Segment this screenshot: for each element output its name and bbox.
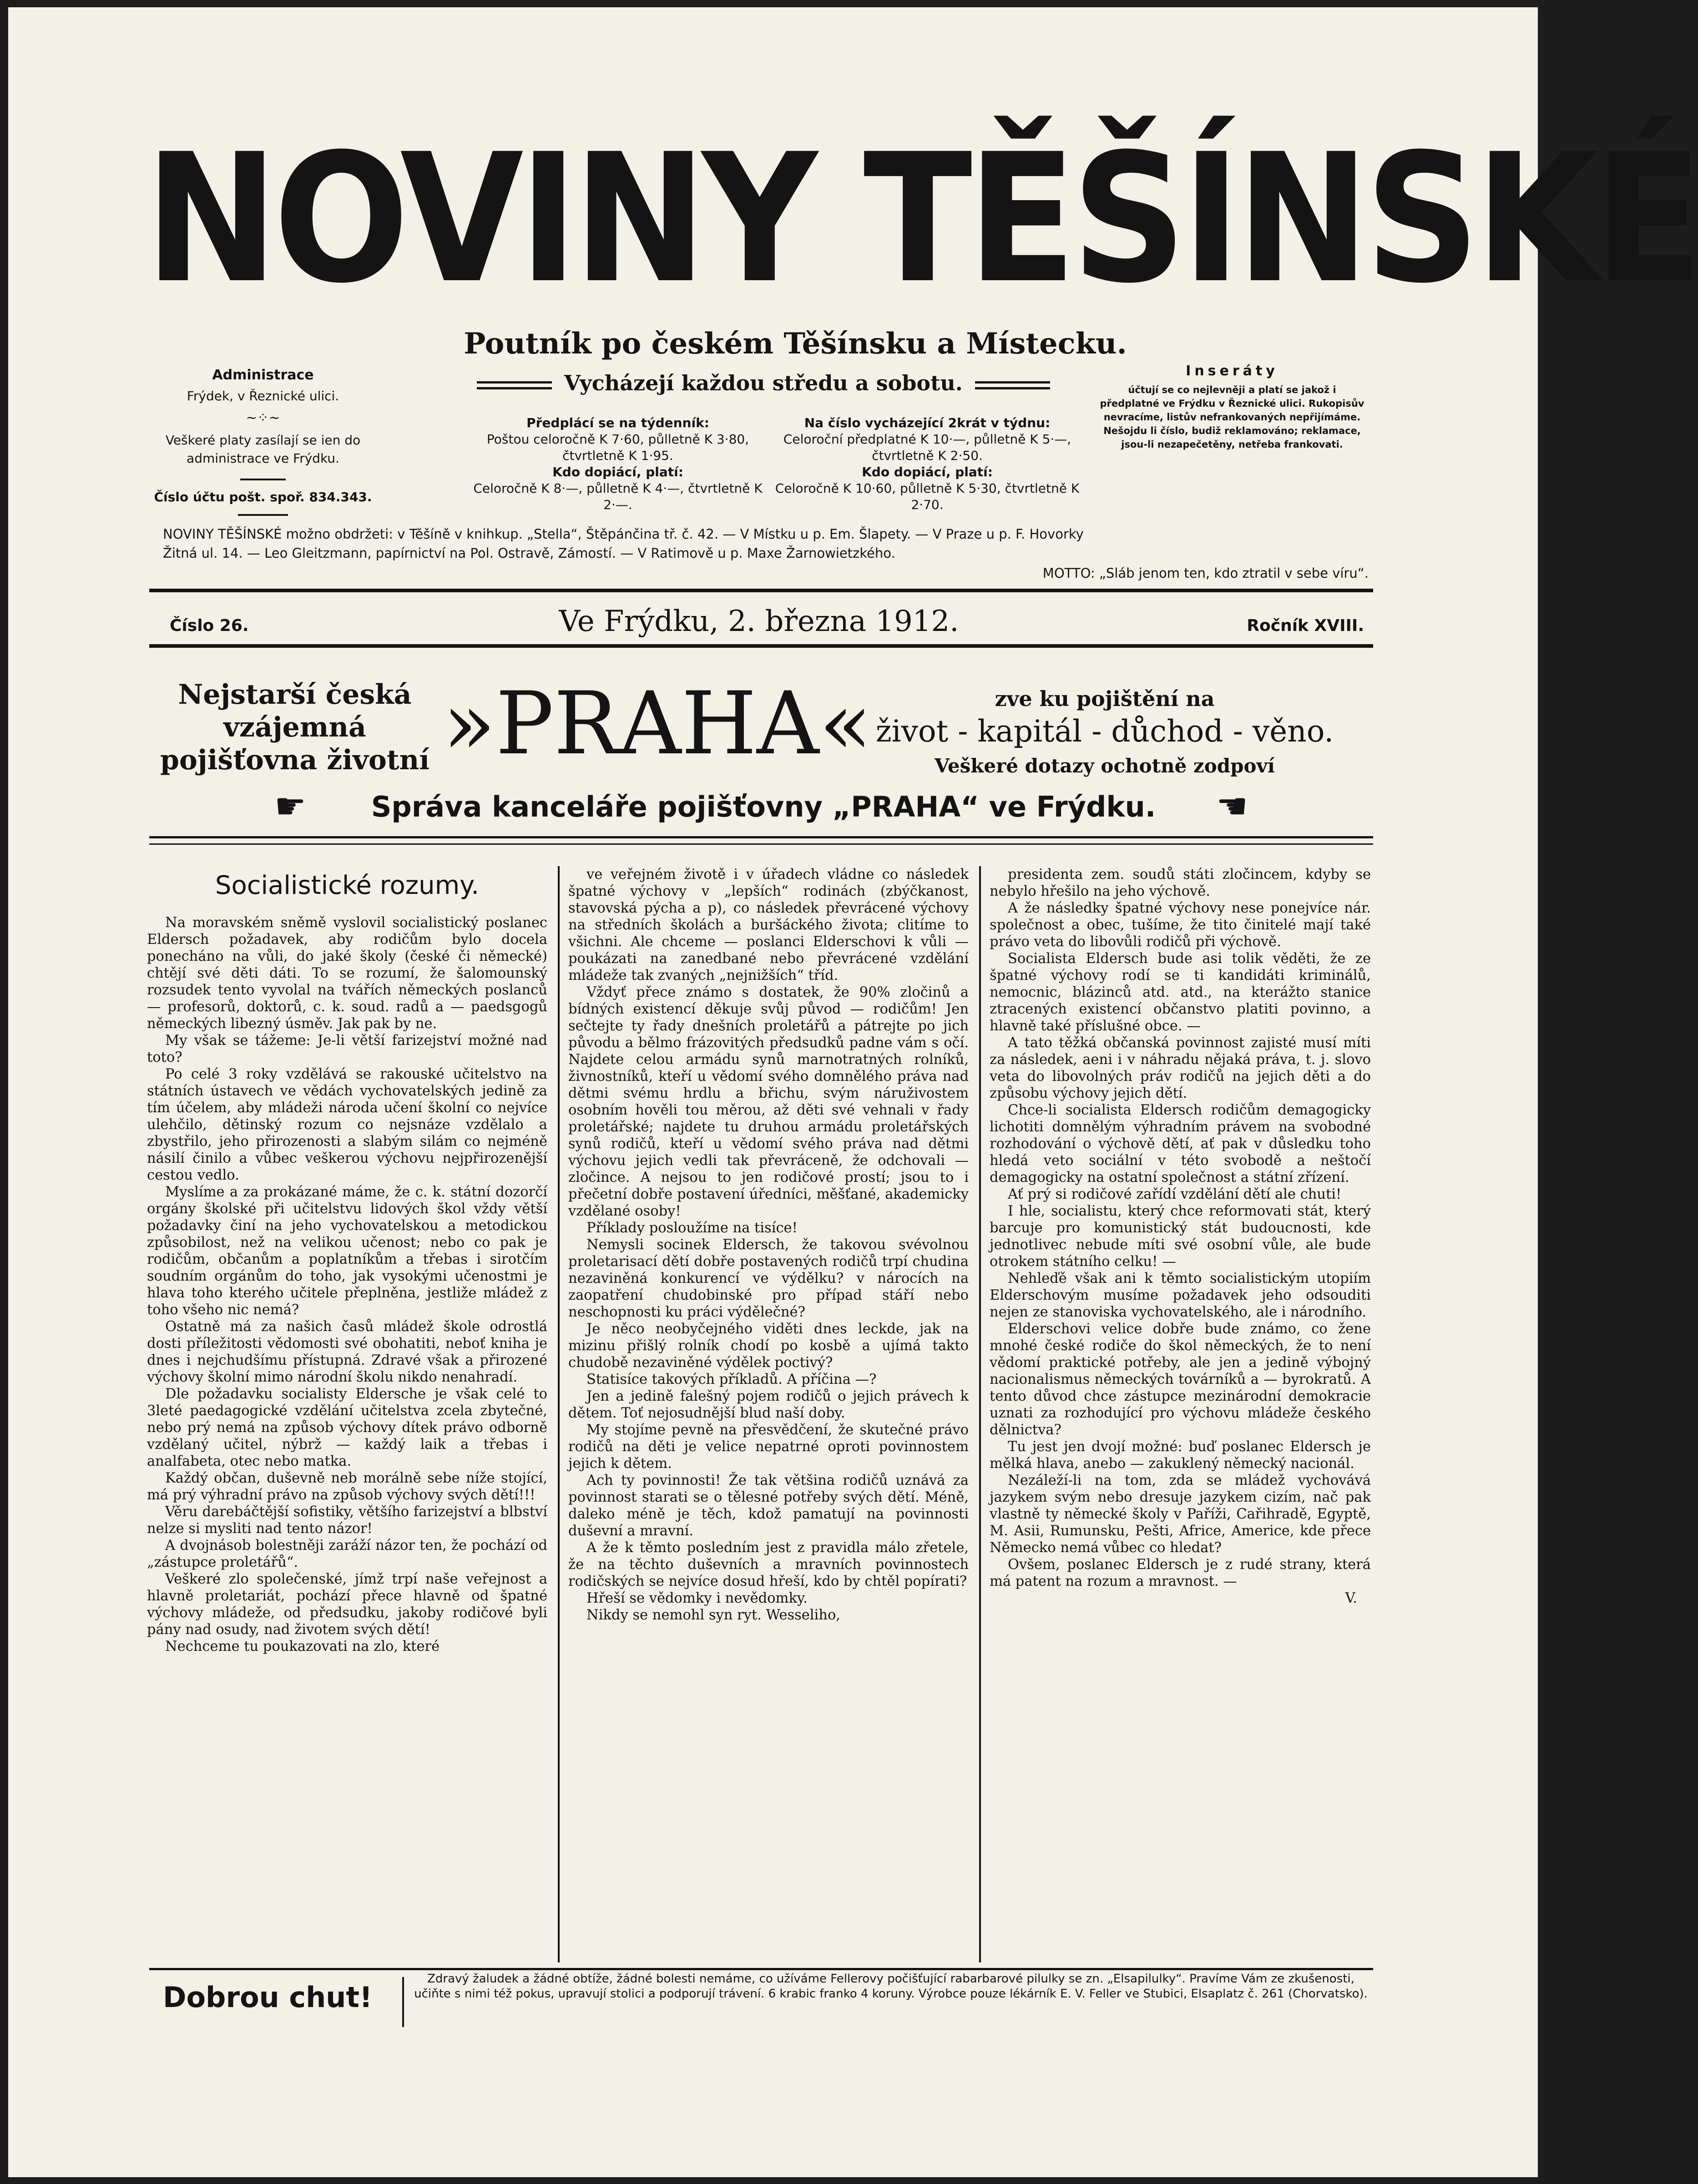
weekly-collect-prices: Celoročně K 8·—, půlletně K 4·—, čtvrtletně K 2·—. (473, 481, 763, 512)
article-paragraph: Ovšem, poslanec Eldersch je z rudé strany, která má patent na rozum a mravnost. — (990, 1557, 1371, 1589)
masthead-subtitle: Poutník po českém Těšínsku a Místecku. (464, 327, 1127, 361)
weekly-post-prices: Poštou celoročně K 7·60, půlletně K 3·80, čtvrtletně K 1·95. (486, 432, 749, 463)
article-paragraph: presidenta zem. soudů státi zločincem, kdyby se nebylo hřešilo na jeho výchově. (990, 867, 1371, 899)
frequency-line: Vycházejí každou středu a sobotu. (564, 371, 963, 395)
advert-rule (149, 836, 1373, 838)
postal-account: Číslo účtu pošt. spoř. 834.343. (154, 489, 372, 504)
article-paragraph: Socialista Eldersch bude asi tolik věděti, že ze špatné výchovy rodí se ti kandidáti kriminálů, nemocnic, blázinců atd. atd., na kterážto stanice ztracených existencí občanstvo platiti povinno, a hlavně také příslušné obce. — (990, 951, 1371, 1034)
article-paragraph: Věru darebáčtější sofistiky, většího farizejství a blbství nelze si mysliti nad tento názor! (147, 1504, 547, 1537)
article-paragraph: Vždyť přece známo s dostatek, že 90% zločinů a bídných existencí děkuje svůj původ — rodičům! Jen sečtejte ty řady dnešních proletářů a pátrejte po jich původu a bělmo frázovitých předsudků padne vám s očí. Najdete celou armádu synů marnotratných rolníků, živnostníků, kteří u vědomí svého domnělého práva nad dětmi svému hrdlu a břichu, svým náruživostem osobním hověli tou měrou, až děti své vehnali v řady proletářské; najdete tu druhou armádu proletářských synů rodičů, kteří u vědomí svého práva nad dětmi výchovu jejich vedli tak převráceně, že odchovali — zločince. A nejsou to jen rodičové prostí; jsou to i přečetní dobře postavení úředníci, měšťané, akademicky vzdělané osoby! (568, 984, 969, 1219)
article-title: Socialistické rozumy. (215, 871, 480, 900)
article-paragraph: Ostatně má za našich časů mládež škole odrostlá dosti příležitosti vědomosti své obohatiti, neboť kniha je dnes i nejchudšímu přístupná. Zdravé však a přirozené výchovy školní mimo národní školu nikdo nenahradí. (147, 1319, 547, 1385)
article-column-1-body (147, 914, 547, 1655)
weekly-collect-heading: Kdo dopiácí, platí: (552, 464, 683, 479)
article-paragraph: Jen a jedině falešný pojem rodičů o jejich právech k dětem. Toť nejosudnější blud naší doby. (568, 1388, 969, 1421)
praha-footer: Správa kanceláře pojišťovny „PRAHA“ ve Frýdku. (371, 790, 1156, 823)
feller-headline: Dobrou chut! (163, 1981, 373, 2014)
subscription-weekly (468, 415, 768, 513)
article-paragraph: Statisíce takových příkladů. A příčina —? (586, 1372, 877, 1387)
issue-volume: Ročník XVIII. (1247, 616, 1364, 635)
article-column-1 (147, 866, 547, 1962)
article-column-3 (990, 866, 1371, 1962)
pointing-hand-icon: ☛ (274, 786, 306, 827)
article-paragraph: A tato těžká občanská povinnost zajisté musí míti za následek, aeni i v náhradu nějaká práva, t. j. slovo veta do libovolných práv rodičů na jejich děti a do způsobu výchovy jejich dětí. (990, 1035, 1371, 1101)
masthead-title: NOVINY TĚŠÍNSKÉ (145, 116, 1698, 322)
article-paragraph: Na moravském sněmě vyslovil socialistický poslanec Eldersch požadavek, aby rodičům bylo docela ponecháno na vůli, do jaké školy (české či německé) chtějí své děti dáti. To se rozumí, že šalomounský rozsudek tento vyvolal na tvářích německých poslanců — profesorů, doktorů, c. k. soud. radů a — paedsgogů německých libezný úsměv. Jak pak by ne. (147, 915, 547, 1032)
article-paragraph: ve veřejném životě i v úřadech vládne co následek špatné výchovy v „lepších“ rodinách (zbýčkanost, stavovská pýcha a p), co následek převrácené výchovy na středních školách a buršáckého života; clitíme to všichni. Ale chceme — poslanci Elderschovi k vůli — poukázati na zanedbané nebo převrácené vzdělání mládeže tak zvaných „nejnižších“ tříd. (568, 867, 969, 984)
article-paragraph: Nechceme tu poukazovati na zlo, které (165, 1639, 440, 1654)
pointing-hand-icon: ☚ (1216, 786, 1248, 827)
twice-post-prices: Celoroční předplatné K 10·—, půlletně K 5·—, čtvrtletně K 2·50. (783, 432, 1071, 463)
divider-line (238, 514, 288, 516)
praha-left-text: Nejstarší česká vzájemná pojišťovna životní (160, 679, 430, 776)
article-paragraph: Každý občan, duševně neb morálně sebe níže stojící, má prý výhradní právo na způsob výchovy svých dětí!!! (147, 1470, 547, 1503)
issue-rule-top (149, 589, 1373, 592)
divider-line (240, 479, 286, 480)
inserts-text: účtují se co nejlevněji a platí se jakož i předplatné ve Frýdku v Řeznické ulici. Rukopisův nevracíme, listův nefrankovaných nepřijímáme. Nešojdu li číslo, budiž reklamováno; reklamace, jsou-li nezapečetěny, netřeba frankovati. (1100, 384, 1364, 450)
article-paragraph: A že k těmto posledním jest z pravidla málo zřetele, že na těchto duševních a mravních povinnostech rodičských se nejvíce dosud hřeší, kdo by chtěl popírati? (568, 1540, 969, 1589)
issue-rule-bottom (149, 644, 1373, 648)
article-paragraph: Ať prý si rodičové zařídí vzdělání dětí ale chuti! (1008, 1186, 1342, 1202)
article-paragraph: My stojíme pevně na přesvědčení, že skutečné právo rodičů na děti je velice nepatrné oproti povinnostem jejich k dětem. (568, 1422, 969, 1472)
motto: MOTTO: „Sláb jenom ten, kdo ztratil v sebe víru“. (1042, 565, 1369, 581)
frequency-rule-right (975, 381, 1050, 389)
subscription-twice (773, 415, 1082, 513)
column-rule (558, 866, 560, 1962)
article-column-2 (568, 866, 969, 1962)
advert-rule (149, 1968, 1373, 1970)
column-rule (979, 866, 981, 1962)
newspaper-page (8, 7, 1698, 2177)
article-paragraph: Tu jest jen dvojí možné: buď poslanec Eldersch je mělká hlava, anebo — zakuklený německý nacionál. (990, 1439, 1371, 1472)
article-column-3-body (990, 866, 1371, 1590)
availability-line-2: Žitná ul. 14. — Leo Gleitzmann, papírnictví na Pol. Ostravě, Zámostí. — V Ratimově u p. Maxe Žarnowietzkého. (163, 545, 895, 561)
article-paragraph: Dle požadavku socialisty Eldersche je však celé to 3leté paedagogické vzdělání učitelstva zcela zbytečné, nebo prý nemá na způsob výchovy dítek právo odborně vzdělaný učitel, nýbrž — každý laik a třebas i analfabeta, otec nebo matka. (147, 1386, 547, 1469)
article-signature: V. (1345, 1590, 1357, 1606)
twice-collect-prices: Celoročně K 10·60, půlletně K 5·30, čtvrtletně K 2·70. (775, 481, 1080, 512)
article-paragraph: Nehleďě však ani k těmto socialistickým utopiím Elderschovým musíme požadavek jeho odsouditi nejen ze stanoviska vychovatelského, ale i národního. (990, 1271, 1371, 1320)
article-columns (147, 866, 1371, 1962)
weekly-heading: Předplácí se na týdenník: (526, 415, 709, 430)
twice-collect-heading: Kdo dopiácí, platí: (862, 464, 993, 479)
issue-number: Číslo 26. (170, 616, 249, 635)
article-paragraph: Nikdy se nemohl syn ryt. Wesseliho, (586, 1607, 840, 1623)
article-paragraph: A že následky špatné výchovy nese ponejvíce nár. společnost a obec, tušíme, že tito činitelé mají také právo veta do libovůli rodičů při výchově. (990, 900, 1371, 950)
advert-rule-thin (149, 843, 1373, 845)
advert-divider (402, 1977, 404, 2027)
praha-right-bottom: Veškeré dotazy ochotně zodpoví (935, 755, 1275, 777)
article-paragraph: A dvojnásob bolestněji zaráží názor ten, že pochází od „zástupce proletářů“. (147, 1538, 547, 1570)
article-paragraph: Chce-li socialista Eldersch rodičům demagogicky lichotiti domnělým výhradním právem na svobodné rozhodování o výchově dětí, ať pak v důsledku toho hledá veto sociální v této svobodě a neštočí demagogicky na ostatní společnost a státní zřízení. (990, 1102, 1371, 1185)
article-paragraph: Příklady posloužíme na tisíce! (586, 1220, 798, 1236)
article-paragraph: Veškeré zlo společenské, jímž trpí naše veřejnost a hlavně proletariát, pochází přece hlavně od špatné výchovy mládeže, od předsudku, jakoby rodičové byli pány nad osudy, nad životem svých dětí! (147, 1571, 547, 1638)
ornament-divider: ~⁘~ (246, 410, 280, 426)
article-paragraph: Nemysli socinek Eldersch, že takovou svévolnou proletarisací dětí dobře postavených rodičů trpí chudina nezaviněná konkurencí ve výdělku? v nárocích na zaopatření chudobinské pro případ stáří nebo neschopnosti ku práci výdělečné? (568, 1237, 969, 1320)
feller-text: Zdravý žaludek a žádné obtíže, žádné bolesti nemáme, co užíváme Fellerovy počišťující rabarbarové pilulky se zn. „Elsapilulky“. Pravíme Vám ze zkušenosti, učiňte s nimi též pokus, upravují stolici a podporují trávení. 6 krabic franko 4 koruny. Výrobce pouze lékárník E. V. Feller ve Stubici, Elsaplatz č. 261 (Chorvatsko). (414, 1972, 1368, 2001)
administration-address: Frýdek, v Řeznické ulici. (187, 388, 339, 404)
twice-heading: Na číslo vycházející 2krát v týdnu: (804, 415, 1051, 430)
issue-place-date: Ve Frýdku, 2. března 1912. (559, 605, 959, 638)
article-paragraph: Myslíme a za prokázané máme, že c. k. státní dozorčí orgány školské při učitelstvu lidových škol vždy větší požadavky činí na jeho vychovatelskou a metodickou způsobilost, než na velikou učenost; nebo co pak je rodičům, občanům a poplatníkům a třebas i sirotčím soudním orgánům do toho, jak vysokými učenostmi je hlava toho kterého učitele přeplněna, jestliže mládež z toho všeho nic nemá? (147, 1184, 547, 1318)
article-paragraph: Nezáleží-li na tom, zda se mládež vychovává jazykem svým nebo dresuje jazykem cizím, nač pak vlastně ty německé školy v Paříži, Cařihradě, Egyptě, M. Asii, Rumunsku, Pešti, Africe, Americe, kde přece Německo nemá vůbec co hledat? (990, 1473, 1371, 1556)
availability-line-1: NOVINY TĚŠÍNSKÉ možno obdržeti: v Těšíně v knihkup. „Stella“, Štěpánčina tř. č. 42. — V Místku u p. Em. Šlapety. — V Praze u p. F. Hovorky (163, 526, 1084, 542)
frequency-rule-left (477, 381, 552, 389)
article-paragraph: Po celé 3 roky vzdělává se rakouské učitelstvo na státních ústavech ve vědách vychovatelských jedině za tím účelem, aby mládeži národa učení školní co nejvíce ulehčilo, dětinský rozum co nejsnáze vzdělalo a zbystřilo, jeho přirozenosti a slabým silám co nejméně násilí činilo a vůbec veškerou výchovu nejpřirozenější cestou vedlo. (147, 1066, 547, 1183)
article-paragraph: My však se tážeme: Je-li větší farizejství možné nad toto? (147, 1033, 547, 1065)
administration-heading: Administrace (212, 367, 314, 383)
praha-right-top: zve ku pojištění na (995, 686, 1215, 711)
inserts-heading: Inseráty (1186, 363, 1279, 379)
article-paragraph: Ach ty povinnosti! Že tak většina rodičů uznává za povinnost starati se o tělesné potřeby svých dětí. Méně, daleko méně je těch, kdož pamatují na povinnosti duševní a mravní. (568, 1473, 969, 1539)
article-paragraph: Elderschovi velice dobře bude známo, co žene mnohé české rodiče do škol německých, že to není vědomí praktické potřeby, ale jen a jedině výbojný nacionalismus německých továrníků a — byrokratů. A tento důvod chce zástupce mezinárodní demokracie uznati za rozhodující pro výchovu mládeže českého dělnictva? (990, 1321, 1371, 1438)
article-column-2-body (568, 866, 969, 1624)
praha-right-mid: život - kapitál - důchod - věno. (875, 714, 1334, 749)
article-paragraph: Hřeší se vědomky i nevědomky. (586, 1590, 808, 1606)
article-paragraph: Je něco neobyčejného viděti dnes leckde, jak na mizinu přišlý rolník chodí po kosbě a ujímá takto chudobě nezaviněné výdělek poctivý? (568, 1321, 969, 1371)
praha-brand: »PRAHA« (443, 673, 872, 774)
article-paragraph: I hle, socialistu, který chce reformovati stát, který barcuje pro komunistický stát budoucnosti, kde jednotlivec nebude míti své osobní vůle, ale bude otrokem státního celku! — (990, 1203, 1371, 1270)
administration-payments: Veškeré platy zasílají se ien do administrace ve Frýdku. (165, 433, 361, 466)
